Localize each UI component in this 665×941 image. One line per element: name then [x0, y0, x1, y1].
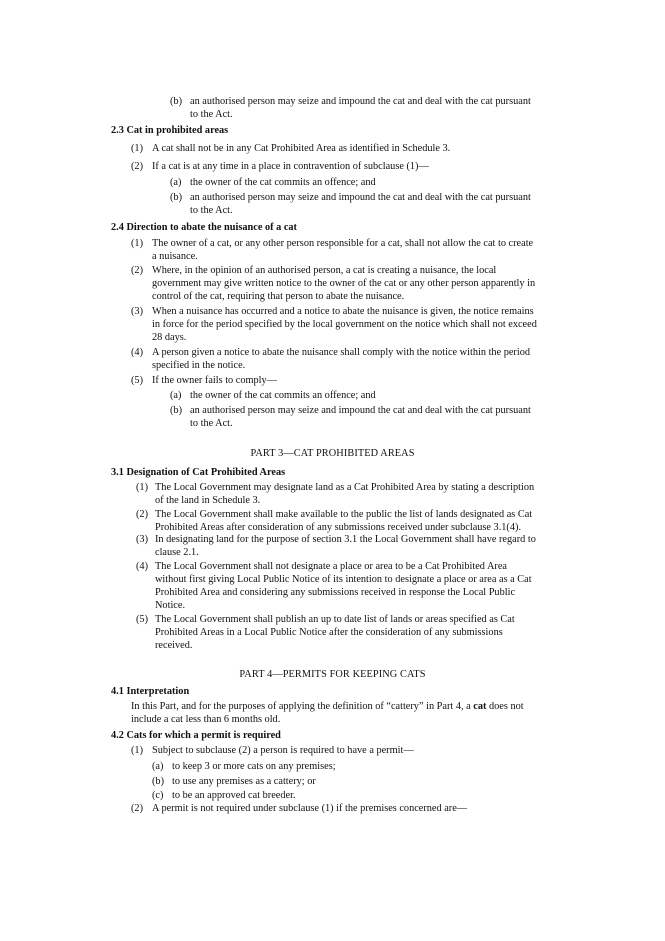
paragraph-number: (b): [170, 192, 183, 203]
subclause-number: (1): [131, 238, 144, 249]
paragraph-text-line: an authorised person may seize and impound the cat and deal with the cat pursuant: [190, 405, 531, 416]
part-title: PART 3—CAT PROHIBITED AREAS: [250, 448, 415, 459]
section-text-line: include a cat less than 6 months old.: [131, 714, 281, 725]
subclause-text-line: Prohibited Area and considering any submissions received in response the Local Public: [155, 587, 516, 598]
subclause-text-line: Notice.: [155, 600, 186, 611]
subclause-number: (2): [131, 803, 144, 814]
subclause-number: (1): [131, 745, 144, 756]
paragraph-text-line: to the Act.: [190, 418, 233, 429]
subclause-text-line: The owner of a cat, or any other person responsible for a cat, shall not allow the cat to create: [152, 238, 534, 249]
subclause-number: (4): [136, 561, 149, 572]
paragraph-text-line: the owner of the cat commits an offence; and: [190, 390, 376, 401]
paragraph-text-line: an authorised person may seize and impound the cat and deal with the cat pursuant: [190, 96, 531, 107]
subclause-text-line: In designating land for the purpose of section 3.1 the Local Government shall have regard to: [155, 534, 536, 545]
paragraph-number: (a): [152, 761, 164, 772]
subclause-text-line: The Local Government shall make available to the public the list of lands designated as Cat: [155, 509, 533, 520]
subclause-number: (3): [131, 306, 144, 317]
subclause-text-line: Subject to subclause (2) a person is required to have a permit—: [152, 745, 414, 756]
section-heading: 4.2 Cats for which a permit is required: [111, 730, 281, 741]
subclause-text-line: When a nuisance has occurred and a notice to abate the nuisance is given, the notice remains: [152, 306, 534, 317]
text-run: In this Part, and for the purposes of applying the definition of “cattery” in Part 4, a: [131, 701, 474, 712]
subclause-text-line: The Local Government shall publish an up to date list of lands or areas specified as Cat: [155, 614, 515, 625]
section-heading: 2.3 Cat in prohibited areas: [111, 125, 229, 136]
paragraph-text-line: to the Act.: [190, 205, 233, 216]
paragraph-number: (b): [170, 96, 183, 107]
paragraph-text-line: an authorised person may seize and impound the cat and deal with the cat pursuant: [190, 192, 531, 203]
subclause-text-line: clause 2.1.: [155, 547, 199, 558]
section-text-line: [131, 700, 524, 714]
part-title: PART 4—PERMITS FOR KEEPING CATS: [239, 669, 426, 680]
subclause-number: (2): [131, 265, 144, 276]
subclause-text-line: of the land in Schedule 3.: [155, 495, 261, 506]
paragraph-number: (b): [152, 776, 165, 787]
subclause-text-line: A cat shall not be in any Cat Prohibited Area as identified in Schedule 3.: [152, 143, 451, 154]
subclause-text-line: received.: [155, 640, 193, 651]
subclause-number: (2): [131, 161, 144, 172]
subclause-text-line: Prohibited Areas after consideration of any submissions received under subclause 3.1(4).: [155, 522, 522, 533]
paragraph-text-line: the owner of the cat commits an offence; and: [190, 177, 376, 188]
subclause-text-line: government may give written notice to the owner of the cat or any other person apparently in: [152, 278, 536, 289]
subclause-text-line: specified in the notice.: [152, 360, 246, 371]
paragraph-number: (a): [170, 177, 182, 188]
section-heading: 2.4 Direction to abate the nuisance of a cat: [111, 222, 297, 233]
subclause-text-line: The Local Government may designate land as a Cat Prohibited Area by stating a description: [155, 482, 535, 493]
paragraph-number: (b): [170, 405, 183, 416]
subclause-text-line: a nuisance.: [152, 251, 198, 262]
subclause-text-line: If a cat is at any time in a place in contravention of subclause (1)—: [152, 161, 429, 172]
subclause-text-line: A person given a notice to abate the nuisance shall comply with the notice within the period: [152, 347, 531, 358]
paragraph-text-line: to keep 3 or more cats on any premises;: [172, 761, 336, 772]
subclause-number: (5): [136, 614, 149, 625]
paragraph-text-line: to be an approved cat breeder.: [172, 790, 296, 801]
subclause-text-line: If the owner fails to comply—: [152, 375, 277, 386]
section-heading: 3.1 Designation of Cat Prohibited Areas: [111, 467, 286, 478]
subclause-number: (2): [136, 509, 149, 520]
paragraph-number: (c): [152, 790, 164, 801]
subclause-text-line: control of the cat, requiring that person to abate the nuisance.: [152, 291, 405, 302]
paragraph-text-line: to use any premises as a cattery; or: [172, 776, 316, 787]
subclause-text-line: Where, in the opinion of an authorised person, a cat is creating a nuisance, the local: [152, 265, 497, 276]
subclause-text-line: without first giving Local Public Notice of its intention to designate a place or area as a Cat: [155, 574, 532, 585]
section-heading: 4.1 Interpretation: [111, 686, 190, 697]
text-run: does not: [486, 701, 524, 712]
subclause-number: (1): [131, 143, 144, 154]
subclause-number: (4): [131, 347, 144, 358]
paragraph-text-line: to the Act.: [190, 109, 233, 120]
subclause-text-line: A permit is not required under subclause (1) if the premises concerned are—: [152, 803, 468, 814]
defined-term: cat: [473, 701, 487, 712]
subclause-text-line: in force for the period specified by the local government on the notice which shall not exceed: [152, 319, 537, 330]
subclause-number: (1): [136, 482, 149, 493]
paragraph-number: (a): [170, 390, 182, 401]
subclause-text-line: Prohibited Areas in a Local Public Notice after the consideration of any submissions: [155, 627, 503, 638]
subclause-text-line: The Local Government shall not designate a place or area to be a Cat Prohibited Area: [155, 561, 507, 572]
subclause-number: (3): [136, 534, 149, 545]
subclause-number: (5): [131, 375, 144, 386]
subclause-text-line: 28 days.: [152, 332, 187, 343]
